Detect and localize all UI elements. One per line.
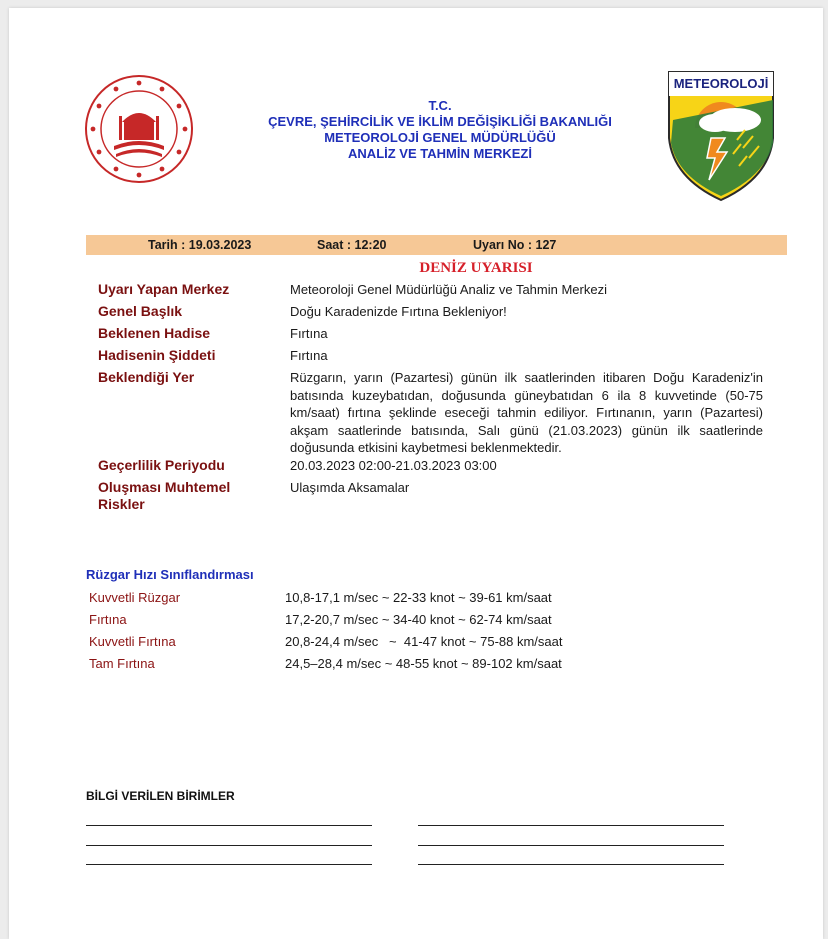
field-label-validity: Geçerlilik Periyodu (98, 457, 225, 473)
field-value-event: Fırtına (290, 326, 328, 341)
date-label: Tarih : 19.03.2023 (148, 238, 252, 252)
wind-class-value: 24,5–28,4 m/sec ~ 48-55 knot ~ 89-102 km/saat (285, 656, 562, 671)
warning-no-label: Uyarı No : 127 (473, 238, 557, 252)
header-directorate: METEOROLOJİ GENEL MÜDÜRLÜĞÜ (324, 130, 556, 145)
wind-class-name: Kuvvetli Rüzgar (89, 590, 181, 605)
header-ministry: ÇEVRE, ŞEHİRCİLİK VE İKLİM DEĞİŞİKLİĞİ BAKANLIĞI (268, 114, 612, 129)
field-label-location: Beklendiği Yer (98, 369, 195, 385)
wind-class-name: Kuvvetli Fırtına (89, 634, 176, 649)
field-label-severity: Hadisenin Şiddeti (98, 347, 216, 363)
informed-units-title: BİLGİ VERİLEN BİRİMLER (86, 789, 235, 803)
signature-line (86, 864, 372, 865)
wind-class-value: 10,8-17,1 m/sec ~ 22-33 knot ~ 39-61 km/saat (285, 590, 552, 605)
signature-line (418, 825, 724, 826)
field-label-title: Genel Başlık (98, 303, 183, 319)
signature-line (418, 845, 724, 846)
field-label-risks: Oluşması Muhtemel Riskler (98, 479, 231, 512)
wind-class-name: Fırtına (89, 612, 127, 627)
document-title: DENİZ UYARISI (419, 260, 533, 276)
wind-class-name: Tam Fırtına (89, 656, 155, 671)
field-value-risks: Ulaşımda Aksamalar (290, 480, 410, 495)
field-value-validity: 20.03.2023 02:00-21.03.2023 03:00 (290, 458, 497, 473)
field-value-location: Rüzgarın, yarın (Pazartesi) günün ilk saatlerinden itibaren Doğu Karadeniz'in batısında kuzeybatıdan, doğusunda güneybatıdan 6 ila 8 kuvvetinde (50-75 km/saat) fırtına şeklinde eseceği tahmin ediliyor. Fırtınanın, yarın (Pazartesi) akşam saatlerinde batısında, Salı günü (21.03.2023) günün ilk saatlerinde doğusunda etkisini kaybetmesi beklenmektedir. (290, 370, 763, 455)
field-value-title: Doğu Karadenizde Fırtına Bekleniyor! (290, 304, 507, 319)
signature-line (86, 825, 372, 826)
ministry-emblem (84, 74, 194, 184)
meteoroloji-logo (665, 68, 777, 202)
header-tc: T.C. (428, 98, 452, 113)
wind-class-value: 20,8-24,4 m/sec ~ 41-47 knot ~ 75-88 km/saat (285, 634, 563, 649)
field-value-center: Meteoroloji Genel Müdürlüğü Analiz ve Tahmin Merkezi (290, 282, 607, 297)
field-label-center: Uyarı Yapan Merkez (98, 281, 230, 297)
time-label: Saat : 12:20 (317, 238, 387, 252)
info-bar (86, 235, 787, 255)
field-value-severity: Fırtına (290, 348, 328, 363)
logo-text: METEOROLOJİ (673, 76, 769, 91)
field-label-event: Beklenen Hadise (98, 325, 211, 341)
signature-line (418, 864, 724, 865)
wind-class-value: 17,2-20,7 m/sec ~ 34-40 knot ~ 62-74 km/saat (285, 612, 552, 627)
header-center: ANALİZ VE TAHMİN MERKEZİ (348, 146, 532, 161)
wind-section-title: Rüzgar Hızı Sınıflandırması (86, 567, 254, 582)
signature-line (86, 845, 372, 846)
